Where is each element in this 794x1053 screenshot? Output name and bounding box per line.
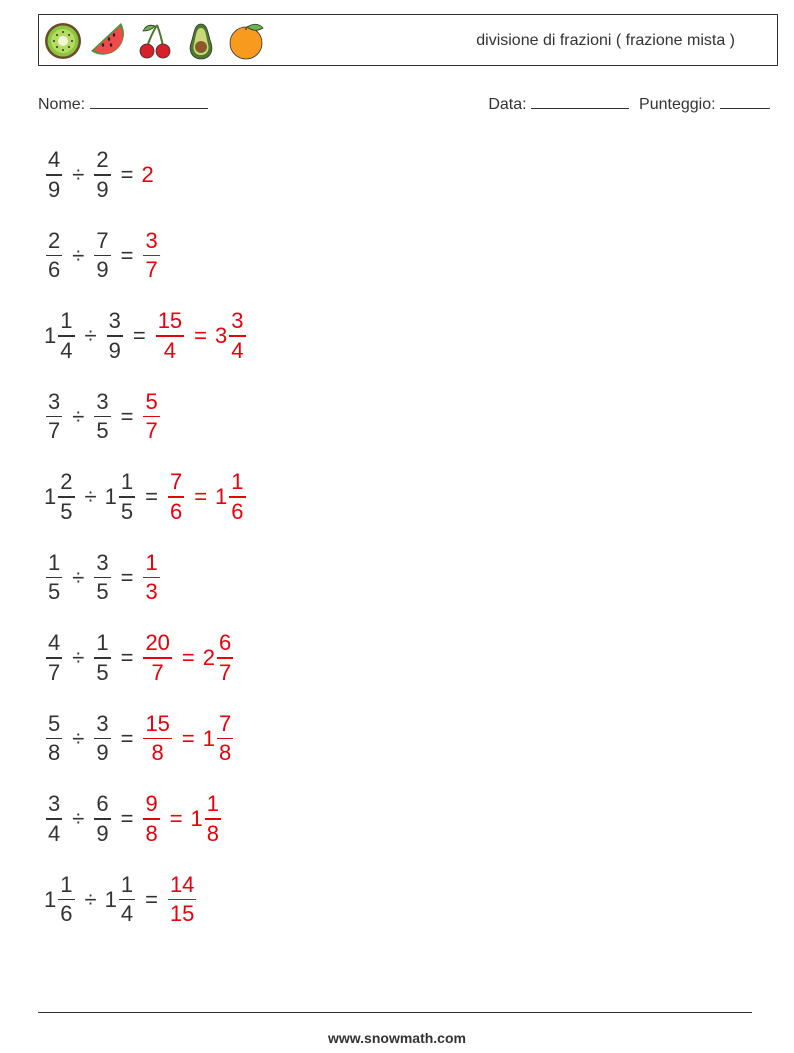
dividend [44,632,64,684]
numerator: 3 [231,308,244,334]
denominator: 5 [48,579,61,605]
fraction [46,549,62,605]
answer-equals-sign: = [181,725,195,751]
whole-part: 2 [141,162,154,187]
fruit-icons [43,19,267,63]
denominator: 8 [219,740,232,766]
fraction [229,310,245,362]
numerator: 6 [96,791,109,817]
divide-sign: ÷ [72,725,85,751]
answer [141,793,161,845]
problem-row [44,221,162,291]
denominator: 7 [48,659,61,685]
score-line [720,94,770,109]
divide-sign: ÷ [84,886,97,912]
fraction [217,710,233,766]
dividend [44,388,64,444]
date-field [488,94,629,114]
answer [154,310,186,362]
date-line [531,94,629,109]
numerator: 2 [60,469,73,495]
watermelon-icon [89,21,129,61]
problem-row [44,301,248,371]
numerator: 1 [96,630,109,656]
footer-divider [38,1012,752,1013]
fraction [46,388,62,444]
answer-value [203,632,236,684]
numerator: 1 [48,549,61,575]
header-box [38,14,778,66]
score-label: Punteggio: [639,96,716,113]
numerator: 5 [145,388,158,414]
fraction [168,471,184,523]
name-line [90,94,208,109]
cherries-icon [135,21,175,61]
divisor [92,632,112,684]
whole-part: 1 [190,806,203,831]
denominator: 9 [48,176,61,202]
fraction [156,310,184,362]
fraction [94,227,110,283]
denominator: 4 [231,337,244,363]
avocado-icon [181,21,221,61]
fraction [94,388,110,444]
fraction [143,793,159,845]
divisor [92,227,112,283]
numerator: 1 [120,469,134,495]
fraction [94,793,110,845]
name-label: Nome: [38,96,86,113]
denominator: 8 [48,740,61,766]
whole-part: 1 [104,886,117,912]
numerator: 15 [157,308,183,334]
answer [186,310,247,362]
denominator: 3 [145,579,158,605]
problem-row [44,140,154,210]
fraction [58,471,74,523]
divide-sign: ÷ [72,564,85,590]
fraction [58,871,74,927]
numerator: 2 [48,227,61,253]
denominator: 6 [231,498,244,524]
denominator: 5 [96,418,109,444]
numerator: 1 [120,871,134,897]
denominator: 7 [151,659,164,685]
fraction [217,632,233,684]
kiwi-icon [43,21,83,61]
fraction [143,227,159,283]
answer-equals-sign: = [181,645,195,670]
divisor [92,549,112,605]
numerator: 3 [96,388,109,414]
denominator: 9 [96,257,109,283]
whole-part: 1 [44,323,57,348]
fraction [143,388,159,444]
divide-sign: ÷ [84,323,97,348]
fraction [107,310,123,362]
denominator: 7 [48,418,61,444]
problem-row [44,623,235,693]
problem-row [44,865,198,935]
denominator: 5 [120,498,134,524]
numerator: 7 [169,469,183,495]
answer [162,793,223,845]
answer-value [215,310,248,362]
denominator: 9 [108,337,121,363]
denominator: 9 [96,740,109,766]
date-label: Data: [488,96,527,113]
numerator: 4 [48,147,61,173]
numerator: 7 [219,710,232,736]
answer-value [141,162,153,188]
fraction [46,149,62,201]
problem-row [44,704,235,774]
answer [141,162,153,188]
denominator: 8 [145,820,158,846]
numerator: 5 [48,710,61,736]
denominator: 6 [60,901,73,927]
answer [141,632,173,684]
answer-value [141,227,161,283]
fraction [46,632,62,684]
divisor [92,149,112,201]
problem-row [44,382,162,452]
dividend [44,793,64,845]
numerator: 15 [145,710,170,736]
equals-sign: = [120,242,134,268]
denominator: 6 [169,498,183,524]
answer [174,632,235,684]
denominator: 9 [96,820,109,846]
answer [174,710,235,766]
fraction [119,471,135,523]
whole-part: 1 [202,725,216,751]
problem-row [44,784,223,854]
answer-value [166,871,198,927]
equals-sign: = [120,403,134,429]
divisor [92,388,112,444]
numerator: 2 [96,147,109,173]
whole-part: 3 [215,323,228,348]
numerator: 3 [48,388,61,414]
numerator: 1 [145,549,158,575]
answer-value [191,793,224,845]
answer [186,471,247,523]
denominator: 5 [60,498,73,524]
whole-part: 1 [104,484,117,509]
divide-sign: ÷ [72,403,85,429]
equals-sign: = [120,806,134,831]
numerator: 1 [231,469,244,495]
fraction [205,793,221,845]
divide-sign: ÷ [84,484,97,509]
denominator: 4 [163,337,177,363]
dividend [44,549,64,605]
answer-value [215,471,248,523]
answer-value [154,310,186,362]
denominator: 8 [206,820,220,846]
fraction [94,549,110,605]
equals-sign: = [120,564,134,590]
divide-sign: ÷ [72,645,85,670]
divide-sign: ÷ [72,162,85,187]
answer-equals-sign: = [194,323,208,348]
dividend [44,471,77,523]
equals-sign: = [145,484,158,509]
denominator: 5 [96,659,109,685]
fraction [94,632,110,684]
fraction [94,710,110,766]
equals-sign: = [120,725,134,751]
answer-equals-sign: = [169,806,183,831]
numerator: 14 [169,871,195,897]
dividend [44,310,77,362]
denominator: 4 [60,337,73,363]
divisor [92,710,112,766]
answer [141,549,161,605]
fraction [143,710,171,766]
denominator: 6 [48,257,61,283]
answer-value [166,471,186,523]
fraction [143,632,171,684]
equals-sign: = [120,645,134,670]
equals-sign: = [145,886,158,912]
denominator: 9 [96,176,109,202]
numerator: 3 [48,791,61,817]
orange-icon [227,21,267,61]
denominator: 7 [145,418,158,444]
divisor [104,871,138,927]
answer-equals-sign: = [194,484,208,509]
dividend [44,149,64,201]
denominator: 5 [96,579,109,605]
footer-url: www.snowmath.com [328,1030,466,1046]
divide-sign: ÷ [72,806,85,831]
answer [166,871,198,927]
dividend [44,227,64,283]
numerator: 1 [60,308,73,334]
fraction [143,549,159,605]
score-field [639,94,770,114]
divisor [105,310,125,362]
fraction [229,471,245,523]
divisor [92,793,112,845]
whole-part: 2 [202,645,216,670]
numerator: 3 [96,710,109,736]
numerator: 9 [145,791,158,817]
fraction [119,871,135,927]
fraction [168,871,196,927]
denominator: 4 [48,820,61,846]
whole-part: 1 [44,886,57,912]
numerator: 20 [145,630,170,656]
fraction [94,149,110,201]
dividend [44,710,64,766]
denominator: 7 [145,257,158,283]
answer-value [141,632,173,684]
answer-value [141,549,161,605]
answer-value [141,710,173,766]
numerator: 3 [108,308,121,334]
fraction [46,793,62,845]
numerator: 1 [206,791,220,817]
numerator: 7 [96,227,109,253]
answer [166,471,186,523]
name-field [38,94,208,114]
fraction [46,227,62,283]
denominator: 15 [169,901,195,927]
problem-row [44,543,162,613]
date-score-fields [488,94,770,114]
numerator: 3 [145,227,158,253]
fraction [58,310,74,362]
denominator: 7 [219,659,232,685]
answer [141,710,173,766]
numerator: 4 [48,630,61,656]
answer-value [141,388,161,444]
equals-sign: = [132,323,146,348]
worksheet-title: divisione di frazioni ( frazione mista ) [476,32,735,49]
fraction [46,710,62,766]
whole-part: 1 [44,484,57,509]
answer-value [202,710,236,766]
answer [141,227,161,283]
divisor [105,471,138,523]
dividend [44,871,77,927]
numerator: 3 [96,549,109,575]
numerator: 6 [219,630,232,656]
divide-sign: ÷ [72,242,85,268]
whole-part: 1 [215,484,228,509]
denominator: 8 [151,740,164,766]
answer-value [141,793,161,845]
numerator: 1 [60,871,73,897]
problem-row [44,462,248,532]
denominator: 4 [120,901,134,927]
answer [141,388,161,444]
equals-sign: = [120,162,134,187]
